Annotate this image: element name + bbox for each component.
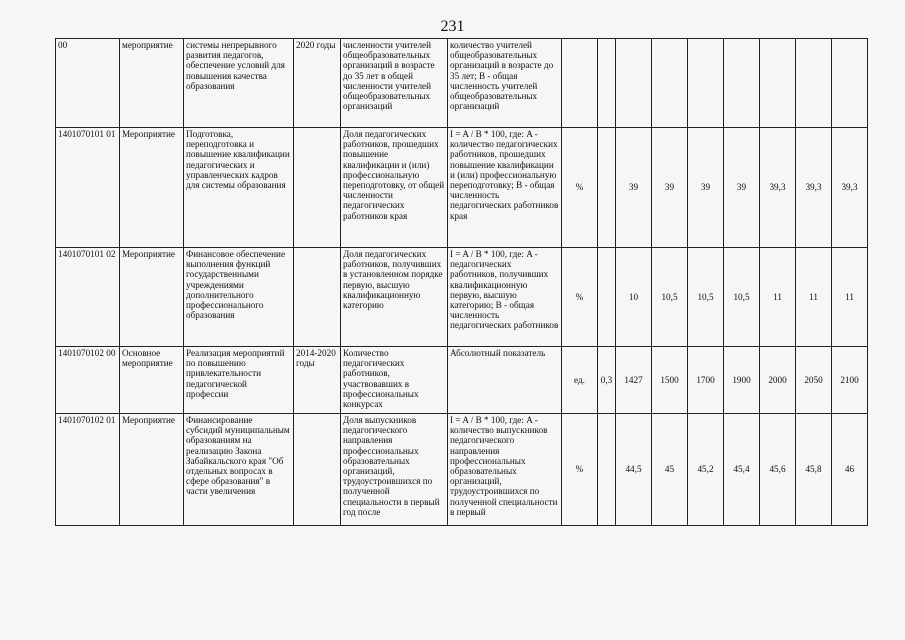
cell-value: 11 xyxy=(796,248,832,347)
cell-unit: % xyxy=(562,128,598,248)
cell-method: I = A / B * 100, где: A - количество выпускников педагогического направления профессиональных образовательных организаций, трудоустроившихся по полученной специальности в первый xyxy=(448,414,562,526)
cell-code: 1401070101 02 xyxy=(56,248,120,347)
cell-base xyxy=(598,414,616,526)
cell-value xyxy=(652,39,688,128)
cell-method: Абсолютный показатель xyxy=(448,347,562,414)
cell-value: 2100 xyxy=(832,347,868,414)
cell-value: 39,3 xyxy=(832,128,868,248)
cell-code: 1401070102 00 xyxy=(56,347,120,414)
cell-value: 39 xyxy=(616,128,652,248)
cell-unit xyxy=(562,39,598,128)
cell-unit: % xyxy=(562,414,598,526)
cell-value: 1700 xyxy=(688,347,724,414)
cell-name: Финансирование субсидий муниципальным образованиям на реализацию Закона Забайкальского края "Об отдельных вопросах в сфере образования" в части увеличения xyxy=(184,414,294,526)
cell-value: 39,3 xyxy=(760,128,796,248)
cell-base: 0,3 xyxy=(598,347,616,414)
cell-value: 39 xyxy=(724,128,760,248)
cell-value: 10,5 xyxy=(688,248,724,347)
cell-value: 45 xyxy=(652,414,688,526)
cell-value: 46 xyxy=(832,414,868,526)
cell-name: Финансовое обеспечение выполнения функций государственными учреждениями дополнительного профессионального образования xyxy=(184,248,294,347)
cell-type: мероприятие xyxy=(120,39,184,128)
cell-value: 39,3 xyxy=(796,128,832,248)
cell-value: 2050 xyxy=(796,347,832,414)
table-row xyxy=(56,248,868,347)
cell-period xyxy=(294,128,341,248)
cell-name: Реализация мероприятий по повышению привлекательности педагогической профессии xyxy=(184,347,294,414)
cell-type: Мероприятие xyxy=(120,414,184,526)
cell-value: 10,5 xyxy=(652,248,688,347)
cell-name: Подготовка, переподготовка и повышение квалификации педагогических и управленческих кадров для системы образования xyxy=(184,128,294,248)
cell-value: 45,4 xyxy=(724,414,760,526)
table-row xyxy=(56,414,868,526)
cell-unit: % xyxy=(562,248,598,347)
cell-value: 39 xyxy=(652,128,688,248)
cell-value: 1500 xyxy=(652,347,688,414)
cell-indicator: численности учителей общеобразовательных организаций в возрасте до 35 лет в общей численности учителей общеобразовательных организаций xyxy=(341,39,448,128)
cell-value: 11 xyxy=(832,248,868,347)
cell-indicator: Доля педагогических работников, прошедших повышение квалификации и (или) профессиональную переподготовку, от общей численности педагогических работников края xyxy=(341,128,448,248)
cell-indicator: Доля выпускников педагогического направления профессиональных образовательных организаций, трудоустроившихся по полученной специальности в первый год после xyxy=(341,414,448,526)
page-number: 231 xyxy=(440,18,465,35)
cell-value xyxy=(688,39,724,128)
cell-value: 45,8 xyxy=(796,414,832,526)
cell-name: системы непрерывного развития педагогов, обеспечение условий для повышения качества образования xyxy=(184,39,294,128)
cell-unit: ед. xyxy=(562,347,598,414)
program-indicators-table xyxy=(55,38,868,526)
cell-value: 2000 xyxy=(760,347,796,414)
cell-type: Мероприятие xyxy=(120,248,184,347)
cell-value xyxy=(760,39,796,128)
cell-method: I = A / B * 100, где: A - количество педагогических работников, прошедших повышение квалификации и (или) профессиональную переподготовку; B - общая численность педагогических работников края xyxy=(448,128,562,248)
cell-value: 44,5 xyxy=(616,414,652,526)
cell-base xyxy=(598,248,616,347)
cell-indicator: Доля педагогических работников, получивших в установленном порядке первую, высшую квалификационную категорию xyxy=(341,248,448,347)
table-row xyxy=(56,347,868,414)
cell-value: 1427 xyxy=(616,347,652,414)
cell-value: 45,2 xyxy=(688,414,724,526)
cell-method: количество учителей общеобразовательных организаций в возрасте до 35 лет; В - общая численность учителей общеобразовательных организаций xyxy=(448,39,562,128)
cell-value xyxy=(796,39,832,128)
cell-base xyxy=(598,128,616,248)
cell-method: I = A / B * 100, где: A - педагогических работников, получивших квалификационную первую, высшую категорию; B - общая численность педагогических работников xyxy=(448,248,562,347)
table-row xyxy=(56,128,868,248)
table-row xyxy=(56,39,868,128)
cell-type: Основное мероприятие xyxy=(120,347,184,414)
cell-value: 45,6 xyxy=(760,414,796,526)
cell-code: 1401070101 01 xyxy=(56,128,120,248)
cell-value: 10,5 xyxy=(724,248,760,347)
cell-period: 2020 годы xyxy=(294,39,341,128)
cell-period xyxy=(294,414,341,526)
cell-value: 10 xyxy=(616,248,652,347)
cell-base xyxy=(598,39,616,128)
cell-period: 2014-2020 годы xyxy=(294,347,341,414)
cell-code: 00 xyxy=(56,39,120,128)
cell-value xyxy=(616,39,652,128)
cell-value xyxy=(724,39,760,128)
cell-value: 39 xyxy=(688,128,724,248)
cell-value: 11 xyxy=(760,248,796,347)
cell-code: 1401070102 01 xyxy=(56,414,120,526)
cell-indicator: Количество педагогических работников, участвовавших в профессиональных конкурсах xyxy=(341,347,448,414)
cell-period xyxy=(294,248,341,347)
cell-type: Мероприятие xyxy=(120,128,184,248)
cell-value: 1900 xyxy=(724,347,760,414)
cell-value xyxy=(832,39,868,128)
